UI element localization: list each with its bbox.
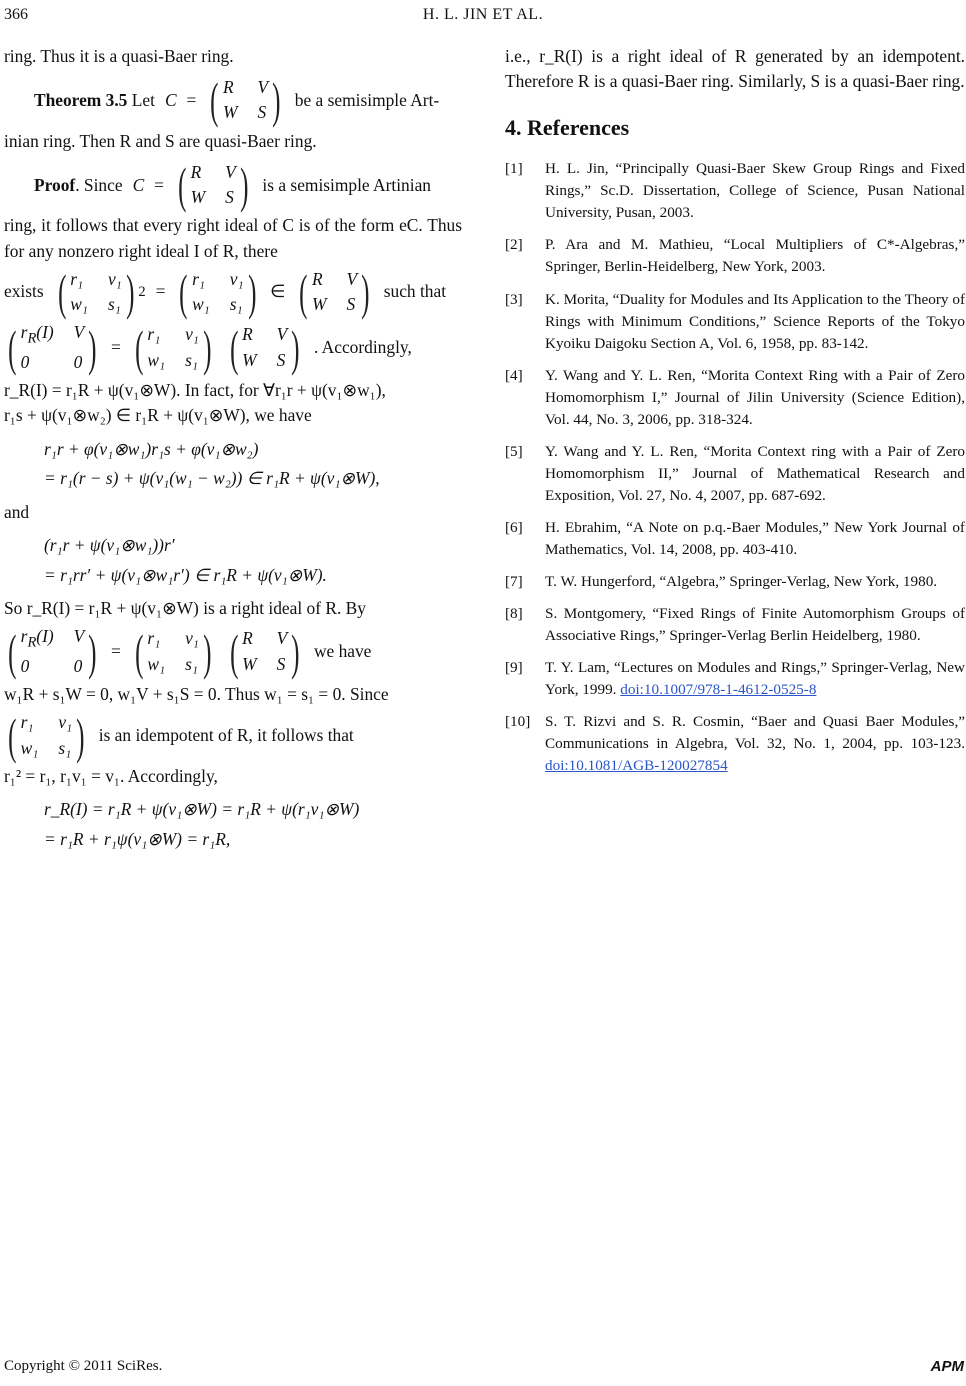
para-intro: ring. Thus it is a quasi-Baer ring. <box>4 46 234 66</box>
eqc-line2: = r₁R + r₁ψ(v₁⊗W) = r₁R, <box>44 828 231 849</box>
reference-item <box>505 158 965 224</box>
reference-number: [5] <box>505 442 523 460</box>
reference-text: Y. Wang and Y. L. Ren, “Morita Context ring with a Pair of Zero Homomorphism II,” Journal of Mathematical Research and Exposition, Vol. 27, No. 4, 2007, pp. 687-692. <box>545 442 965 504</box>
matrix-idempotent: ( r₁ v₁ w₁ s₁ ) <box>179 264 256 321</box>
equation-block-c <box>44 795 462 854</box>
reference-text: H. L. Jin, “Principally Quasi-Baer Skew Group Rings and Fixed Rings,” Sc.D. Dissertation, College of Science, Pusan National University, Pusan, 2003. <box>545 160 965 222</box>
reference-number: [4] <box>505 366 523 384</box>
para-conclusion: i.e., r_R(I) is a right ideal of R generated by an idempotent. Therefore R is a quasi-Baer ring. Similarly, S is a quasi-Baer ring. <box>505 46 965 92</box>
reference-item <box>505 289 965 355</box>
reference-item <box>505 517 965 561</box>
doi-link[interactable]: doi:10.1081/AGB-120027854 <box>545 757 728 775</box>
reference-item <box>505 441 965 507</box>
reference-item <box>505 571 965 593</box>
matrix-C-2: ( R V W S ) <box>229 319 300 376</box>
proof-row: Proof. Since C = ( R V W S ) is a semisimple Artinian <box>34 157 431 214</box>
exists-word: exists <box>4 281 44 302</box>
theorem-tail: be a semisimple Art- <box>294 89 440 110</box>
accordingly: . Accordingly, <box>313 337 412 358</box>
reference-text: P. Ara and M. Mathieu, “Local Multipliers of C*-Algebras,” Springer, Berlin-Heidelberg, New York, 2003. <box>545 236 965 276</box>
reference-text: S. T. Rizvi and S. R. Cosmin, “Baer and Quasi Baer Modules,” Communications in Algebra, Vol. 32, No. 1, 2004, pp. 103-123. <box>545 713 965 753</box>
reference-item <box>505 603 965 647</box>
eqa-line2: = r₁(r − s) + ψ(v₁(w₁ − w₂)) ∈ r₁R + ψ(v₁⊗W), <box>44 468 380 489</box>
matrix-annihilator-2: ( $r_R(I)$ V 0 0 ) <box>8 623 97 680</box>
reference-item <box>505 365 965 431</box>
exists-row: exists ( r₁ v₁ w₁ s₁ ) 2 = ( r₁ v₁ w₁ s₁ ) ∈ ( R V W S ) such that <box>4 264 447 321</box>
reference-number: [1] <box>505 160 523 178</box>
equation-block-a <box>44 435 462 494</box>
page-footer <box>4 1358 964 1375</box>
eq-psi2: r₁s + ψ(v₁⊗w₂) ∈ r₁R + ψ(v₁⊗W), we have <box>4 405 312 426</box>
matrix-idempotent-sq: ( r₁ v₁ w₁ s₁ ) 2 <box>57 264 146 321</box>
doi-link[interactable]: doi:10.1007/978-1-4612-0525-8 <box>620 680 817 698</box>
reference-number: [6] <box>505 518 523 536</box>
and-word: and <box>4 501 30 522</box>
reference-number: [3] <box>505 290 523 308</box>
reference-text: H. Ebrahim, “A Note on p.q.-Baer Modules,” New York Journal of Mathematics, Vol. 14, 2008, pp. 403-410. <box>545 518 965 558</box>
page-header <box>0 0 966 30</box>
matrix-C-proof: ( R V W S ) <box>178 157 249 214</box>
matrix-idempotent-2: ( r₁ v₁ w₁ s₁ ) <box>134 319 212 376</box>
we-have: we have <box>313 641 372 662</box>
eq-psi: r_R(I) = r₁R + ψ(v₁⊗W). In fact, for ∀r₁r + ψ(v₁⊗w₁), <box>4 380 386 401</box>
reference-text: K. Morita, “Duality for Modules and Its Application to the Theory of Rings with Minimum Conditions,” Science Reports of the Tokyo Kyoiku Daigoku Section A, Vol. 6, 1958, pp. 83-142. <box>545 290 965 352</box>
matrix-C-3: ( R V W S ) <box>229 623 300 680</box>
para-acc2: r₁² = r₁, r₁v₁ = v₁. Accordingly, <box>4 765 218 786</box>
eqb-line2: = r₁rr′ + ψ(v₁⊗w₁r′) ∈ r₁R + ψ(v₁⊗W). <box>44 564 327 585</box>
reference-number: [9] <box>505 658 523 676</box>
reference-text: T. Y. Lam, “Lectures on Modules and Rings,” Springer-Verlag, New York, 1999. <box>545 658 965 698</box>
left-column <box>4 44 462 860</box>
idempotent-text: is an idempotent of R, it follows that <box>98 724 354 745</box>
reference-number: [8] <box>505 604 523 622</box>
reference-list <box>505 158 965 777</box>
matrix-C-member: ( R V W S ) <box>299 264 370 321</box>
annihilator-row: ( $r_R(I)$ V 0 0 ) = ( r₁ v₁ w₁ s₁ ) ( R V W S ) . Accordingly, <box>4 320 462 375</box>
since-row <box>4 707 462 764</box>
journal-abbrev: APM <box>930 1358 964 1375</box>
reference-number: [2] <box>505 236 523 254</box>
reference-item <box>505 234 965 278</box>
reference-text: Y. Wang and Y. L. Ren, “Morita Context Ring with a Pair of Zero Homomorphism I,” Journal of Jilin University (Science Edition), Vol. 44, No. 3, 2006, pp. 318-324. <box>545 366 965 428</box>
para-ring: ring, it follows that every right ideal of C is of the form eC. Thus for any nonzero right ideal I of R, there <box>4 215 462 261</box>
eqc-line1: r_R(I) = r₁R + ψ(v₁⊗W) = r₁R + ψ(r₁v₁⊗W) <box>44 798 360 819</box>
theorem-row: Theorem 3.5 Let C = ( R V W S ) be a semisimple Art- <box>34 72 440 129</box>
reference-item <box>505 657 965 701</box>
eqa-line1: r₁r + φ(v₁⊗w₁)r₁s + φ(v₁⊗w₂) <box>44 438 259 459</box>
para-zeros: w₁R + s₁W = 0, w₁V + s₁S = 0. Thus w₁ = s₁ = 0. Since <box>4 684 389 705</box>
reference-number: [10] <box>505 713 531 731</box>
running-head: H. L. JIN ET AL. <box>422 6 544 23</box>
copyright: Copyright © 2011 SciRes. <box>4 1358 163 1374</box>
reference-item <box>505 711 965 777</box>
reference-text: S. Montgomery, “Fixed Rings of Finite Automorphism Groups of Associative Rings,” Springer-Verlag Berlin Heidelberg, 1980. <box>545 604 965 644</box>
right-column <box>505 44 965 787</box>
eqb-line1: (r₁r + ψ(v₁⊗w₁))r′ <box>44 534 175 555</box>
matrix-C: ( R V W S ) <box>210 72 281 129</box>
proof-tail: is a semisimple Artinian <box>262 174 431 195</box>
proof-since: . Since <box>75 174 123 195</box>
page-number: 366 <box>4 6 28 23</box>
references-title: 4. References <box>505 115 630 141</box>
by-row: ( $r_R(I)$ V 0 0 ) = ( r₁ v₁ w₁ s₁ ) ( R V W S ) we have <box>4 624 462 679</box>
equation-block-b <box>44 531 462 590</box>
theorem-let: Let <box>131 89 155 110</box>
such-that: such that <box>383 281 447 302</box>
theorem-line2: inian ring. Then R and S are quasi-Baer ring. <box>4 130 317 151</box>
reference-number: [7] <box>505 572 523 590</box>
matrix-idempotent-4: ( r₁ v₁ w₁ s₁ ) <box>8 707 85 764</box>
para-so: So r_R(I) = r₁R + ψ(v₁⊗W) is a right ideal of R. By <box>4 598 366 619</box>
reference-text: T. W. Hungerford, “Algebra,” Springer-Verlag, New York, 1980. <box>545 572 938 590</box>
matrix-idempotent-3: ( r₁ v₁ w₁ s₁ ) <box>134 623 212 680</box>
proof-label: Proof <box>34 174 76 195</box>
theorem-label: Theorem 3.5 <box>34 89 128 110</box>
matrix-annihilator: ( $r_R(I)$ V 0 0 ) <box>8 319 97 376</box>
